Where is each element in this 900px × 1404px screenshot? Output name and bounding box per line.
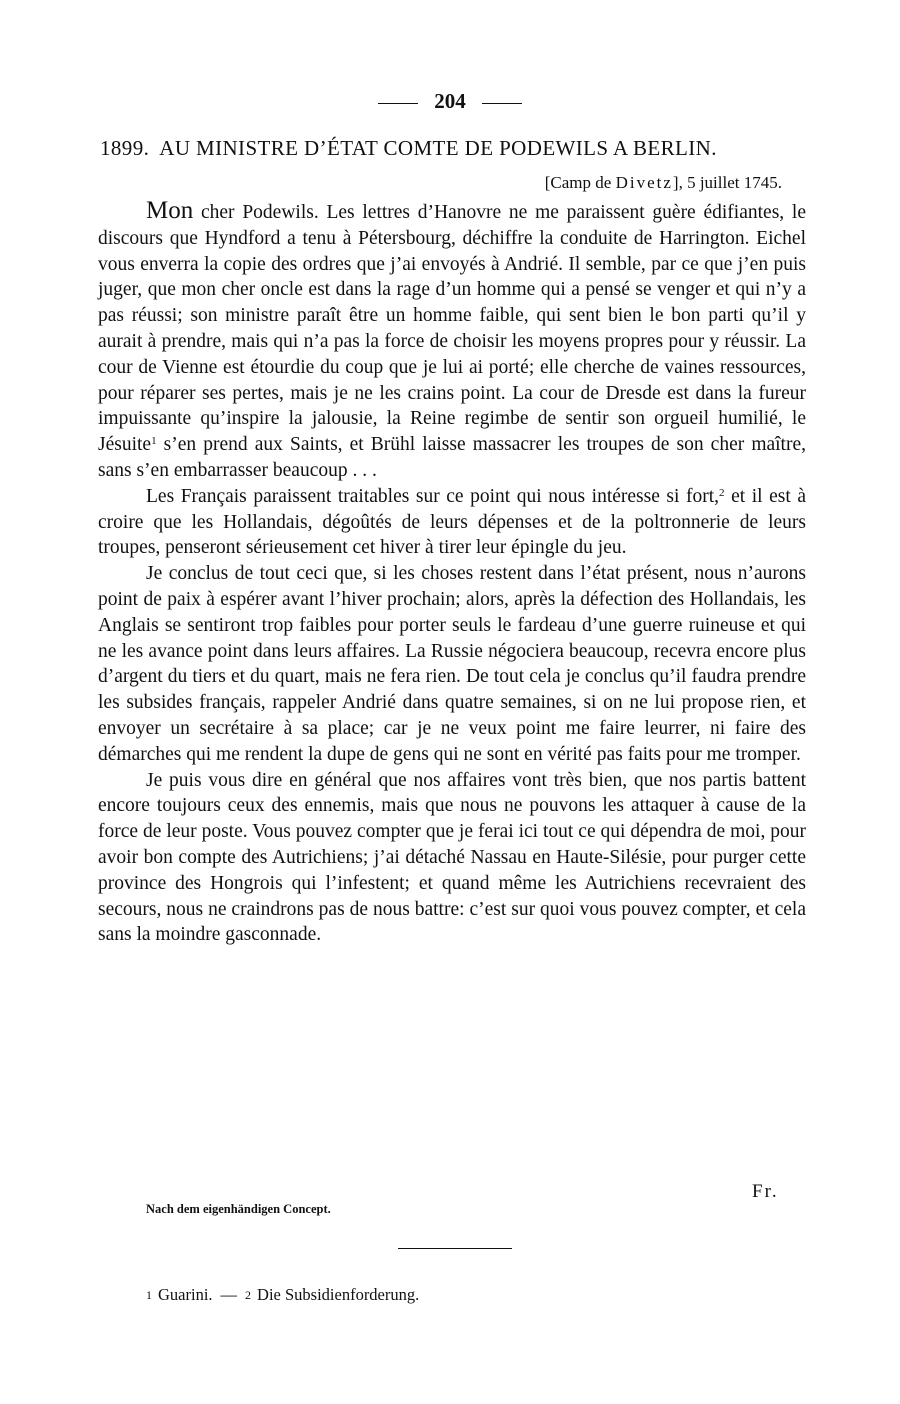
signature: Fr. (752, 1181, 779, 1202)
footnote-text: Die Subsidienforderung. (257, 1285, 420, 1304)
footnote-separator: — (220, 1285, 238, 1304)
page-number: 204 (434, 89, 466, 113)
dateline (545, 172, 782, 194)
dateline-close: ], 5 juillet 1745. (672, 173, 782, 192)
dateline-open: [Camp de (544, 173, 616, 192)
paragraph-text: s’en prend aux Saints, et Brühl laisse massacrer les troupes de son cher maître, sans s’en embarrasser beaucoup . . . (98, 434, 806, 481)
footnote-text: Guarini. (158, 1285, 213, 1304)
footnotes (146, 1284, 419, 1307)
footnote-marker-2: 2 (719, 486, 725, 499)
footnote-number: 1 (146, 1288, 152, 1302)
footnote-marker-1: 1 (151, 435, 157, 448)
source-note: Nach dem eigenhändigen Concept. (146, 1202, 331, 1216)
paragraph-text: cher Podewils. Les lettres d’Hanovre ne me paraissent guère édifiantes, le discours que Hyndford a tenu à Pétersbourg, déchiffre la conduite de Harrington. Eichel vous enverra la copie des ordres que j’ai envoyés à Andrié. Il semble, par ce que j’en puis juger, que mon cher oncle est dans la rage d’un homme qui a pensé se venger et qui n’y a pas réussi; son ministre paraît être un homme faible, qui sent bien le bon parti qu’il y aurait à prendre, mais qui n’a pas la force de choisir les moyens propres pour y réussir. La cour de Vienne est étourdie du coup que je lui ai porté; elle cherche de vaines ressources, pour réparer ses pertes, mais je ne les crains point. La cour de Dresde est dans la fureur impuissante qu’inspire la jalousie, la Reine regimbe de sentir son orgueil humilié, le Jésuite (98, 202, 806, 456)
footnote-divider (398, 1248, 512, 1249)
letter-number: 1899. (100, 136, 150, 160)
paragraph-initial-word: Mon (146, 197, 194, 224)
page-number-dash-left (378, 103, 418, 104)
paragraph-1 (98, 198, 806, 484)
letter-body (98, 198, 806, 948)
footnote-number: 2 (245, 1288, 252, 1302)
letter-title: AU MINISTRE D’ÉTAT COMTE DE PODEWILS A BERLIN. (159, 136, 717, 160)
dateline-place: Divetz (615, 173, 673, 192)
letter-heading (100, 135, 820, 161)
paragraph-text: et il est à croire que les Hollandais, dégoûtés de leurs dépenses et de la poltronnerie de leurs troupes, penseront sérieusement cet hiver à tirer leur épingle du jeu. (98, 485, 806, 559)
paragraph-text: Les Français paraissent traitables sur ce point qui nous intéresse si fort, (146, 485, 720, 507)
paragraph-2 (98, 484, 806, 561)
page-number-row (0, 88, 900, 114)
page-number-dash-right (482, 103, 522, 104)
paragraph-3: Je conclus de tout ceci que, si les choses restent dans l’état présent, nous n’aurons point de paix à espérer avant l’hiver prochain; alors, après la défection des Hollandais, les Anglais se sentiront trop faibles pour porter seuls le fardeau d’une guerre ruineuse et qui ne les avance point dans leurs affaires. La Russie négociera beaucoup, recevra encore plus d’argent du tiers et du quart, mais ne fera rien. De tout cela je conclus qu’il faudra prendre les subsides français, rappeler Andrié dans quatre semaines, si on ne lui propose rien, et envoyer un secrétaire à sa place; car je ne veux point me faire leurrer, ni faire des démarches qui me rendent la dupe de gens qui ne sont en vérité pas faits pour me tromper. (98, 563, 806, 765)
paragraph-4: Je puis vous dire en général que nos affaires vont très bien, que nos partis battent encore toujours ceux des ennemis, mais que nous ne pouvons les attaquer à cause de la force de leur poste. Vous pouvez compter que je ferai ici tout ce qui dépendra de moi, pour avoir bon compte des Autrichiens; j’ai détaché Nassau en Haute-Silésie, pour purger cette province des Hongrois qui l’infestent; et quand même les Autrichiens recevraient des secours, nous ne craindrons pas de nous battre: c’est sur quoi vous pouvez compter, et cela sans la moindre gasconnade. (98, 769, 806, 946)
